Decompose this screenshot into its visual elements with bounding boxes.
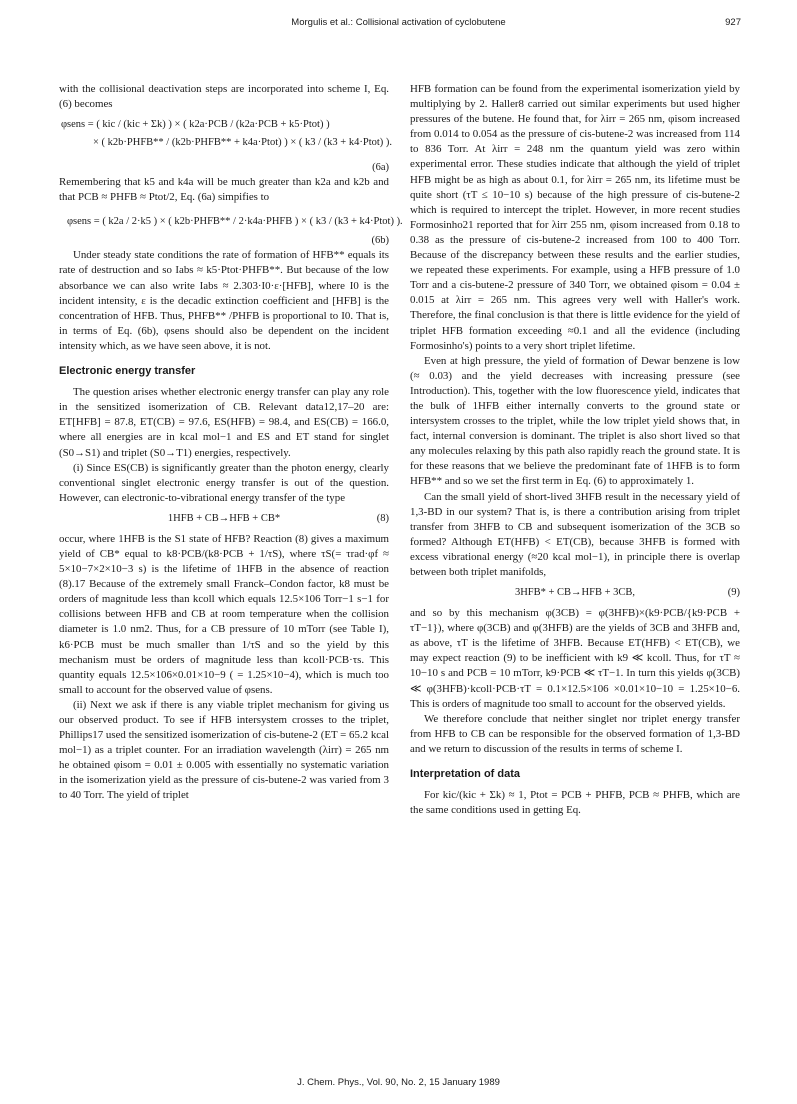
- paragraph: occur, where 1HFB is the S1 state of HFB? Reaction (8) gives a maximum yield of CB* equal to k8·PCB/(k8·PCB + 1/τS), where τS(= τrad·φf ≈ 5×10−7×2×10−3 s) is the lifetime of 1HFB in the absence of reaction (8).17 Because of the extremely small Franck–Condon factor, k8 must be orders of magnitude less than kcoll which equals 12.5×106 Torr−1 s−1 for collisions between HFB and CB at room temperature when the collision diameter is 1.0 nm2. Thus, for a CB pressure of 10 mTorr (see Table I), k6·PCB must be much smaller than 1/τS and so the yield by this mechanism must be orders of magnitude less than kcoll·PCB·τs. This quantity equals 12.5×106×0.01×10−9 ( = 1.25×10−4), which is much too small to account for the observed value of φsens.: [59, 532, 389, 696]
- left-column: [59, 82, 403, 804]
- equation-6a-line-2: × ( k2b·PHFB** / (k2b·PHFB** + k4a·Ptot) ) × ( k3 / (k3 + k4·Ptot) ).: [93, 137, 393, 149]
- journal-citation-footer: J. Chem. Phys., Vol. 90, No. 2, 15 January 1989: [297, 1077, 500, 1088]
- paragraph: Even at high pressure, the yield of formation of Dewar benzene is low (≈ 0.03) and the yield decreases with increasing pressure (see Introduction). This, together with the low fluorescence yield, indicates that the bulk of 1HFB either internally converts to the ground state or intersystem crosses to the triplet, while the low triplet yield shows that, in fact, internal conversion is dominant. The triplet is also short lived so that any molecules relaxing by this path also rapidly reach the ground state. It is for these reasons that we believe the predominant fate of 1HFB is to form HFB** and so we set the first term in Eq. (6) to approximately 1.: [410, 354, 740, 488]
- paragraph: (i) Since ES(CB) is significantly greater than the photon energy, clearly conventional singlet electronic energy transfer is out of the question. However, can electronic-to-vibrational energy transfer of the type: [59, 461, 389, 504]
- paragraph: (ii) Next we ask if there is any viable triplet mechanism for giving us our observed product. To see if HFB intersystem crosses to the triplet, Phillips17 used the sensitized isomerization of cis-butene-2 (ET = 65.2 kcal mol−1) as a triplet counter. For an irradiation wavelength (λirr) = 265 nm he obtained φisom = 0.01 ± 0.005 with essentially no systematic variation in the isomerization yield as the pressure of cis-butene-2 was varied from 3 to 40 Torr. The yield of triplet: [59, 698, 389, 802]
- equation-6b: φsens = ( k2a / 2·k5 ) × ( k2b·PHFB** / 2·k4a·PHFB ) × ( k3 / (k3 + k4·Ptot) ).: [67, 216, 403, 228]
- equation-9-body: 3HFB* + CB→HFB + 3CB,: [514, 587, 636, 599]
- paragraph: We therefore conclude that neither singlet nor triplet energy transfer from HFB to CB can be responsible for the observed formation of 1,3-BD and we return to discussion of the results in terms of scheme I.: [410, 712, 740, 755]
- paragraph: HFB formation can be found from the experimental isomerization yield by multiplying by 2. Haller8 carried out similar experiments but used higher pressures of the butene. He found that, for λirr = 265 nm, φisom increased from 0.014 to 0.054 as the pressure of cis-butene-2 was increased from 114 to 836 Torr. At λirr = 248 nm the quantum yield was zero within experimental error. These studies indicate that although the yield of triplet HFB might be as high as about 0.1, for λirr = 265 nm, its lifetime must be quite short (τT ≤ 10−10 s) because of the high pressure of cis-butene-2 which is required to intercept the triplet. However, in more recent studies Formosinho21 reported that for λirr 255 nm, φisom increased from 0.18 to 0.38 as the pressure of cis-butene-2 increased from 100 to 400 Torr. Because of the discrepancy between these results and the earlier studies, we repeated these experiments. For example, using a HFB pressure of 1.0 Torr and a cis-butene-2 pressure of 340 Torr, we obtained φisom = 0.04 ± 0.015 at λirr = 265 nm. This agrees very well with Haller's work. Therefore, the final conclusion is that there is little evidence for the yield of triplet HFB formation exceeding ≈0.1 and all the evidence (including Formosinho's) points to a very short triplet lifetime.: [410, 83, 740, 352]
- equation-8-body: 1HFB + CB→HFB + CB*: [167, 512, 281, 524]
- equation-8-number: (8): [376, 512, 389, 524]
- equation-6b-number: (6b): [371, 235, 389, 247]
- paragraph: and so by this mechanism φ(3CB) = φ(3HFB)×(k9·PCB/{k9·PCB + τT−1}), where φ(3CB) and φ(3HFB) are the yields of 3CB and 3HFB and, as above, τT is the lifetime of 3HFB. Because ET(HFB) < ET(CB), we may expect reaction (9) to be inefficient with k9 ≪ kcoll. Thus, for τT ≈ 10−10 s and PCB = 10 mTorr, k9·PCB ≪ τT−1. In turn this yields φ(3CB) ≪ φ(3HFB)·kcoll·PCB·τT = 0.1×12.5×106 ×0.01×10−10 = 1.25×10−6. This is orders of magnitude too small to account for the observed yields.: [410, 607, 740, 710]
- equation-6a: [59, 116, 393, 156]
- right-column: [410, 82, 740, 818]
- equation-8: [59, 510, 389, 528]
- paragraph: For kic/(kic + Σk) ≈ 1, Ptot = PCB + PHFB, PCB ≈ PHFB, which are the same conditions used in getting Eq.: [410, 789, 740, 817]
- page-number: 927: [725, 17, 741, 28]
- running-title: Morgulis et al.: Collisional activation of cyclobutene: [291, 17, 506, 28]
- section-heading-interpretation-of-data: Interpretation of data: [410, 768, 521, 781]
- section-heading-electronic-energy-transfer: Electronic energy transfer: [59, 365, 196, 378]
- paragraph: Can the small yield of short-lived 3HFB result in the necessary yield of 1,3-BD in our system? That is, is there a contribution arising from triplet transfer from 3HFB to CB and subsequent isomerization of the 3CB so formed? Although ET(HFB) < ET(CB), because 3HFB is formed with excess vibrational energy (≈20 kcal mol−1), in principle there is overlap between both triplet manifolds,: [410, 490, 740, 578]
- equation-6a-number: (6a): [372, 162, 389, 174]
- paragraph: Under steady state conditions the rate of formation of HFB** equals its rate of destruction and so Iabs ≈ k5·Ptot·PHFB**. But because of the low absorbance we can also write Iabs ≈ 2.303·I0·ε·[HFB], where I0 is the incident intensity, ε is the decadic extinction coefficient and [HFB] is the concentration of HFB. Thus, PHFB** /PHFB is proportional to I0. That is, in terms of Eq. (6b), φsens should also be dependent on the incident intensity which, as we have seen above, it is not.: [59, 249, 389, 352]
- equation-6a-line-1: φsens = ( kic / (kic + Σk) ) × ( k2a·PCB / (k2a·PCB + k5·Ptot) ): [61, 119, 330, 131]
- paragraph: The question arises whether electronic energy transfer can play any role in the sensitized isomerization of CB. Relevant data12,17–20 are: ET[HFB] = 87.8, ET(CB) = 97.6, ES(HFB) = 98.4, and ES(CB) = 166.0, where all energies are in kcal mol−1 and ES and ET stand for singlet (S0→S1) and triplet (S0→T1) energies, respectively.: [59, 386, 389, 459]
- equation-6b-number-row: [59, 233, 389, 248]
- paragraph: with the collisional deactivation steps are incorporated into scheme I, Eq. (6) becomes: [59, 83, 389, 111]
- equation-6a-number-row: [59, 160, 389, 175]
- paragraph: Remembering that k5 and k4a will be much greater than k2a and k2b and that PCB ≈ PHFB ≈ Ptot/2, Eq. (6a) simpifies to: [59, 176, 389, 204]
- equation-9: [410, 584, 740, 602]
- equation-9-number: (9): [727, 587, 740, 599]
